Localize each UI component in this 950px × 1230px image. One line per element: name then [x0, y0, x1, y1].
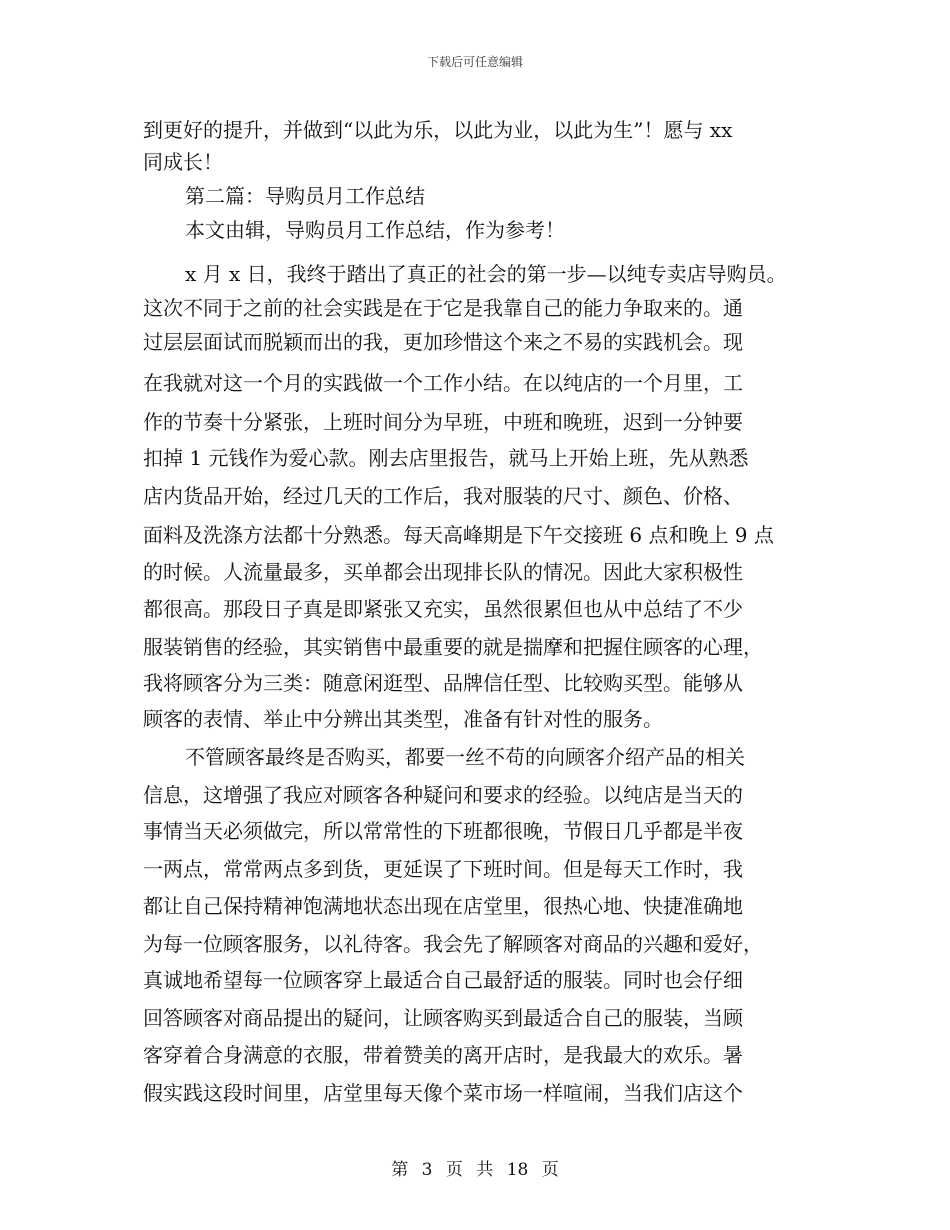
text-line: 店内货品开始，经过几天的工作后，我对服装的尺寸、颜色、价格、: [143, 484, 743, 508]
text-line: 扣掉 1 元钱作为爱心款。刚去店里报告，就马上开始上班，先从熟悉: [143, 446, 749, 470]
text-line: 客穿着合身满意的衣服，带着赞美的离开店时，是我最大的欢乐。暑: [143, 1043, 743, 1067]
text-line: 到更好的提升，并做到“以此为乐，以此为业，以此为生”！愿与 xx: [143, 118, 733, 142]
text-line: 真诚地希望每一位顾客穿上最适合自己最舒适的服装。同时也会仔细: [143, 968, 743, 992]
page-number-footer: 第 3 页 共 18 页: [391, 1160, 559, 1180]
text-line: 同成长！: [143, 150, 223, 174]
text-line: 一两点，常常两点多到货，更延误了下班时间。但是每天工作时，我: [143, 857, 743, 881]
text-line: 这次不同于之前的社会实践是在于它是我靠自己的能力争取来的。通: [143, 296, 743, 320]
text-line: 我将顾客分为三类：随意闲逛型、品牌信任型、比较购买型。能够从: [143, 671, 743, 695]
paragraph-start: 不管顾客最终是否购买，都要一丝不苟的向顾客介绍产品的相关: [185, 745, 745, 769]
text-line: 信息，这增强了我应对顾客各种疑问和要求的经验。以纯店是当天的: [143, 783, 743, 807]
text-line: 事情当天必须做完，所以常常性的下班都很晚，节假日几乎都是半夜: [143, 819, 743, 843]
text-line: 为每一位顾客服务，以礼待客。我会先了解顾客对商品的兴趣和爱好，: [143, 932, 763, 956]
text-line: 的时候。人流量最多，买单都会出现排长队的情况。因此大家积极性: [143, 560, 743, 584]
text-line: 服装销售的经验，其实销售中最重要的就是揣摩和把握住顾客的心理，: [143, 635, 763, 659]
text-line: 作的节奏十分紧张，上班时间分为早班，中班和晚班，迟到一分钟要: [143, 410, 743, 434]
page-header: 下载后可任意编辑: [426, 55, 523, 69]
text-line: 假实践这段时间里，店堂里每天像个菜市场一样喧闹，当我们店这个: [143, 1081, 743, 1105]
text-line: 本文由辑，导购员月工作总结，作为参考！: [185, 218, 565, 242]
text-line: 顾客的表情、举止中分辨出其类型，准备有针对性的服务。: [143, 707, 663, 731]
text-line: 在我就对这一个月的实践做一个工作小结。在以纯店的一个月里，工: [143, 371, 743, 395]
section-title: 第二篇：导购员月工作总结: [185, 184, 425, 208]
text-line: 都很高。那段日子真是即紧张又充实，虽然很累但也从中总结了不少: [143, 597, 743, 621]
paragraph-start: x 月 x 日，我终于踏出了真正的社会的第一步—以纯专卖店导购员。: [185, 262, 787, 286]
text-line: 都让自己保持精神饱满地状态出现在店堂里，很热心地、快捷准确地: [143, 894, 743, 918]
text-line: 面料及洗涤方法都十分熟悉。每天高峰期是下午交接班 6 点和晚上 9 点: [143, 523, 774, 547]
text-line: 过层层面试而脱颖而出的我，更加珍惜这个来之不易的实践机会。现: [143, 330, 743, 354]
text-line: 回答顾客对商品提出的疑问，让顾客购买到最适合自己的服装，当顾: [143, 1006, 743, 1030]
